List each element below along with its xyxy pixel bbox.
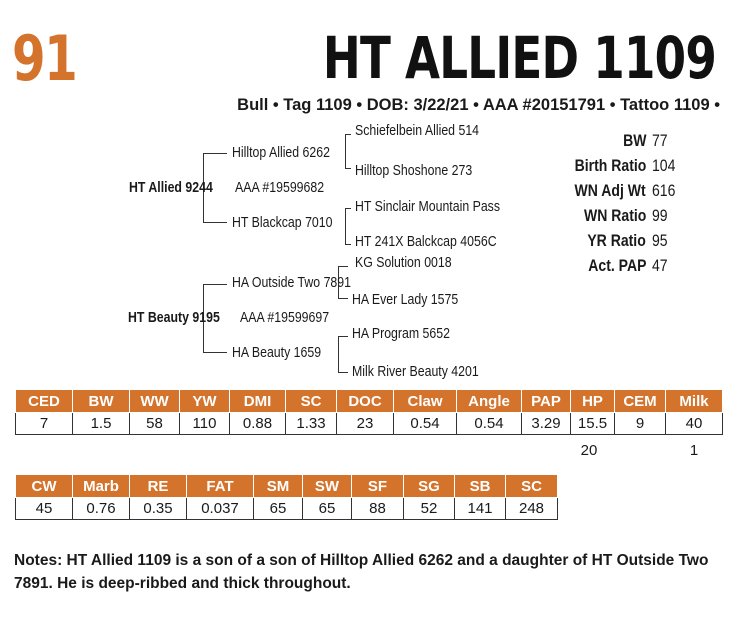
epd-value: 0.88 — [230, 413, 286, 435]
sire-sire-dam: Hilltop Shoshone 273 — [355, 163, 473, 179]
pedigree-line — [338, 298, 348, 299]
stat-value: 616 — [652, 182, 676, 200]
dam-dam-sire: HA Program 5652 — [352, 326, 450, 342]
epd-value-row — [16, 498, 558, 520]
epd-header: SM — [254, 475, 303, 498]
epd-value: 65 — [303, 498, 352, 520]
hp-percentile: 20 — [580, 442, 598, 459]
dam-name: HT Beauty 9195 — [128, 310, 220, 326]
epd-value: 141 — [455, 498, 506, 520]
pedigree-line — [345, 208, 346, 244]
epd-value: 23 — [337, 413, 394, 435]
sire-dam-dam: HT 241X Balckcap 4056C — [355, 234, 497, 250]
epd-value: 40 — [666, 413, 723, 435]
pedigree-line — [338, 372, 348, 373]
stat-value: 104 — [652, 157, 676, 175]
performance-stats — [560, 132, 690, 282]
epd-table-carcass — [15, 474, 558, 520]
epd-value: 7 — [16, 413, 73, 435]
epd-header: CED — [16, 390, 73, 413]
epd-header: PAP — [522, 390, 571, 413]
epd-value: 248 — [506, 498, 558, 520]
epd-value: 88 — [352, 498, 404, 520]
pedigree-line — [203, 222, 227, 223]
epd-header: YW — [180, 390, 230, 413]
epd-header: DMI — [230, 390, 286, 413]
pedigree-line — [345, 208, 351, 209]
stat-label: WN Adj Wt — [574, 182, 646, 200]
stat-value: 77 — [652, 132, 668, 150]
pedigree-line — [338, 266, 348, 267]
epd-header: CEM — [615, 390, 666, 413]
epd-header-row — [16, 390, 723, 413]
stat-row — [560, 207, 690, 232]
epd-value: 52 — [404, 498, 455, 520]
pedigree-line — [203, 153, 227, 154]
sire-sire-sire: Schiefelbein Allied 514 — [355, 123, 480, 139]
epd-value: 0.76 — [73, 498, 130, 520]
epd-header: DOC — [337, 390, 394, 413]
sire-dam-sire: HT Sinclair Mountain Pass — [355, 199, 501, 215]
epd-header: BW — [73, 390, 130, 413]
epd-header: WW — [130, 390, 180, 413]
dam-registration: AAA #19599697 — [240, 310, 330, 326]
epd-value: 15.5 — [571, 413, 615, 435]
dam-sire-sire: KG Solution 0018 — [355, 255, 452, 271]
pedigree-line — [338, 336, 339, 372]
epd-header: FAT — [187, 475, 254, 498]
epd-value: 45 — [16, 498, 73, 520]
sire-name: HT Allied 9244 — [129, 180, 213, 196]
epd-header: RE — [130, 475, 187, 498]
stat-row — [560, 232, 690, 257]
stat-row — [560, 132, 690, 157]
epd-header: HP — [571, 390, 615, 413]
pedigree-line — [203, 352, 227, 353]
stat-label: BW — [622, 132, 646, 150]
sire-sire: Hilltop Allied 6262 — [232, 145, 330, 161]
epd-value: 0.35 — [130, 498, 187, 520]
stat-value: 47 — [652, 257, 668, 275]
stat-row — [560, 257, 690, 282]
epd-value: 0.54 — [394, 413, 457, 435]
notes: Notes: HT Allied 1109 is a son of a son of Hilltop Allied 6262 and a daughter of HT Outside Two 7891. He is deep-ribbed and thick throughout. — [14, 552, 709, 592]
pedigree-line — [345, 168, 351, 169]
epd-header: SF — [352, 475, 404, 498]
epd-value: 3.29 — [522, 413, 571, 435]
pedigree-line — [345, 244, 351, 245]
epd-header: SW — [303, 475, 352, 498]
epd-header: SC — [286, 390, 337, 413]
milk-percentile: 1 — [689, 442, 699, 459]
pedigree-line — [338, 336, 348, 337]
dam-dam: HA Beauty 1659 — [232, 345, 322, 361]
epd-value: 0.037 — [187, 498, 254, 520]
pedigree-line — [345, 134, 346, 168]
epd-value-row — [16, 413, 723, 435]
epd-header: SB — [455, 475, 506, 498]
stat-row — [560, 182, 690, 207]
stat-label: Birth Ratio — [574, 157, 646, 175]
epd-value: 110 — [180, 413, 230, 435]
epd-header: Claw — [394, 390, 457, 413]
lot-number: 91 — [12, 22, 77, 95]
epd-value: 0.54 — [457, 413, 522, 435]
animal-info-line: Bull • Tag 1109 • DOB: 3/22/21 • AAA #20151791 • Tattoo 1109 • — [237, 96, 720, 114]
stat-row — [560, 157, 690, 182]
epd-value: 9 — [615, 413, 666, 435]
stat-value: 95 — [652, 232, 668, 250]
dam-dam-dam: Milk River Beauty 4201 — [352, 364, 479, 380]
sire-dam: HT Blackcap 7010 — [232, 215, 333, 231]
stat-value: 99 — [652, 207, 668, 225]
pedigree-line — [345, 134, 351, 135]
dam-sire-dam: HA Ever Lady 1575 — [352, 292, 459, 308]
epd-header-row — [16, 475, 558, 498]
epd-value: 65 — [254, 498, 303, 520]
epd-value: 58 — [130, 413, 180, 435]
pedigree-line — [203, 284, 227, 285]
epd-header: SC — [506, 475, 558, 498]
stat-label: YR Ratio — [587, 232, 646, 250]
epd-value: 1.5 — [73, 413, 130, 435]
epd-header: Marb — [73, 475, 130, 498]
epd-header: SG — [404, 475, 455, 498]
dam-sire: HA Outside Two 7891 — [232, 275, 351, 291]
sire-registration: AAA #19599682 — [235, 180, 325, 196]
epd-header: Milk — [666, 390, 723, 413]
epd-value: 1.33 — [286, 413, 337, 435]
stat-label: Act. PAP — [587, 257, 646, 275]
stat-label: WN Ratio — [583, 207, 646, 225]
epd-table-production — [15, 389, 723, 435]
epd-header: Angle — [457, 390, 522, 413]
epd-header: CW — [16, 475, 73, 498]
animal-name: HT ALLIED 1109 — [322, 24, 716, 92]
